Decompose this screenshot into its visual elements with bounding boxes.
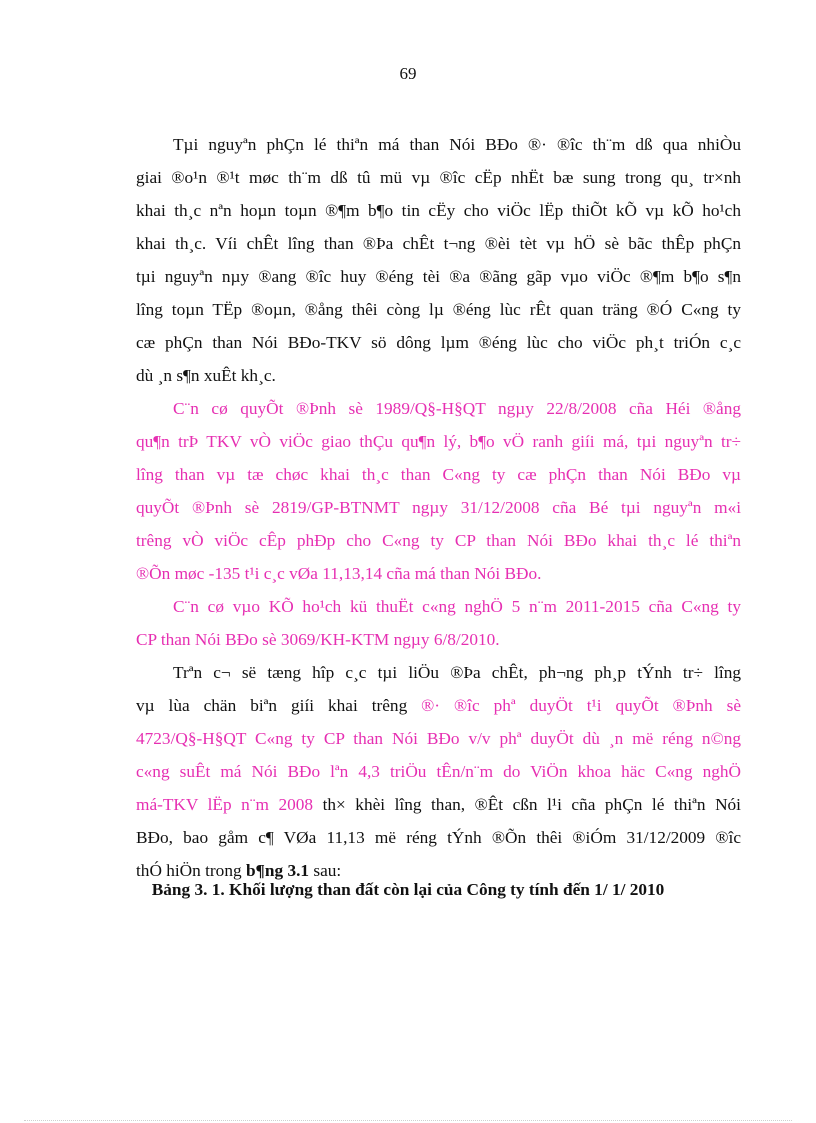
text-line: ®Õn møc -135 t¹i c¸c vØa 11,13,14 cña má than Nói BÐo. bbox=[136, 564, 542, 583]
paragraph-1 bbox=[136, 128, 741, 392]
highlighted-text: má-TKV lËp n¨m 2008 bbox=[136, 795, 314, 814]
highlighted-text-line: c«ng suÊt má Nói BÐo lªn 4,3 triÖu tÊn/n¨m do ViÖn khoa häc C«ng nghÖ bbox=[136, 762, 741, 781]
text-span: vµ lùa chän biªn giíi khai trêng bbox=[136, 696, 422, 715]
text-line: C¨n cø vµo KÕ ho¹ch kü thuËt c«ng nghÖ 5 n¨m 2011-2015 cña C«ng ty bbox=[173, 597, 741, 616]
page-bottom-rule bbox=[24, 1120, 792, 1121]
text-line: tµi nguyªn nµy ®ang ®îc huy ®éng tèi ®a ®ãng gãp vµo viÖc ®¶m b¶o s¶n bbox=[136, 267, 741, 286]
text-line: quyÕt ®Þnh sè 2819/GP-BTNMT ngµy 31/12/2008 cña Bé tµi nguyªn m«i bbox=[136, 498, 741, 517]
text-line bbox=[136, 788, 741, 821]
paragraph-3-highlighted bbox=[136, 590, 741, 656]
text-span: thÓ hiÖn trong bbox=[136, 861, 246, 880]
highlighted-text-line: 4723/Q§-H§QT C«ng ty CP than Nói BÐo v/v phª duyÖt dù ¸n më réng n©ng bbox=[136, 729, 741, 748]
text-line: giai ®o¹n ®¹t møc th¨m dß tû mü vµ ®îc cËp nhËt bæ sung trong qu¸ tr×nh bbox=[136, 168, 741, 187]
text-line: C¨n cø quyÕt ®Þnh sè 1989/Q§-H§QT ngµy 22/8/2008 cña Héi ®ång bbox=[173, 399, 741, 418]
text-line: qu¶n trÞ TKV vÒ viÖc giao thÇu qu¶n lý, b¶o vÖ ranh giíi má, tµi nguyªn tr÷ bbox=[136, 432, 741, 451]
text-line: Tµi nguyªn phÇn lé thiªn má than Nói BÐo ®· ®îc th¨m dß qua nhiÒu bbox=[173, 135, 741, 154]
page-number: 69 bbox=[399, 64, 417, 83]
text-line: cæ phÇn than Nói BÐo-TKV sö dông lµm ®éng lùc cho viÖc ph¸t triÓn c¸c bbox=[136, 333, 741, 352]
text-span: sau: bbox=[309, 861, 342, 880]
text-line: trêng vÒ viÖc cÊp phÐp cho C«ng ty CP than Nói BÐo khai th¸c lé thiªn bbox=[136, 531, 741, 550]
paragraph-4 bbox=[136, 656, 741, 887]
text-line: khai th¸c nªn hoµn toµn ®¶m b¶o tin cËy cho viÖc lËp thiÕt kÕ vµ kÕ ho¹ch bbox=[136, 201, 741, 220]
highlighted-text: ®· ®îc phª duyÖt t¹i quyÕt ®Þnh sè bbox=[421, 696, 741, 715]
body-text bbox=[136, 128, 741, 887]
text-line: CP than Nói BÐo sè 3069/KH-KTM ngµy 6/8/2010. bbox=[136, 630, 500, 649]
table-reference: b¶ng 3.1 bbox=[245, 861, 310, 880]
text-line: dù ¸n s¶n xuÊt kh¸c. bbox=[136, 366, 276, 385]
text-line: lîng than vµ tæ chøc khai th¸c than C«ng ty cæ phÇn than Nói BÐo vµ bbox=[136, 465, 741, 484]
text-line: Trªn c¬ së tæng hîp c¸c tµi liÖu ®Þa chÊt, ph¬ng ph¸p tÝnh tr÷ lîng bbox=[173, 663, 741, 682]
text-span: th× khèi lîng than, ®Êt cßn l¹i cña phÇn lé thiªn Nói bbox=[313, 795, 741, 814]
text-line: BÐo, bao gåm c¶ VØa 11,13 më réng tÝnh ®Õn thêi ®iÓm 31/12/2009 ®îc bbox=[136, 828, 741, 847]
text-line: khai th¸c. Víi chÊt lîng than ®Þa chÊt t¬ng ®èi tèt vµ hÖ sè bãc thÊp phÇn bbox=[136, 234, 741, 253]
paragraph-2-highlighted bbox=[136, 392, 741, 590]
text-line: lîng toµn TËp ®oµn, ®ång thêi còng lµ ®éng lùc rÊt quan träng ®Ó C«ng ty bbox=[136, 300, 741, 319]
text-line bbox=[136, 689, 741, 722]
table-caption: Bảng 3. 1. Khối lượng than đất còn lại của Công ty tính đến 1/ 1/ 2010 bbox=[151, 880, 665, 899]
